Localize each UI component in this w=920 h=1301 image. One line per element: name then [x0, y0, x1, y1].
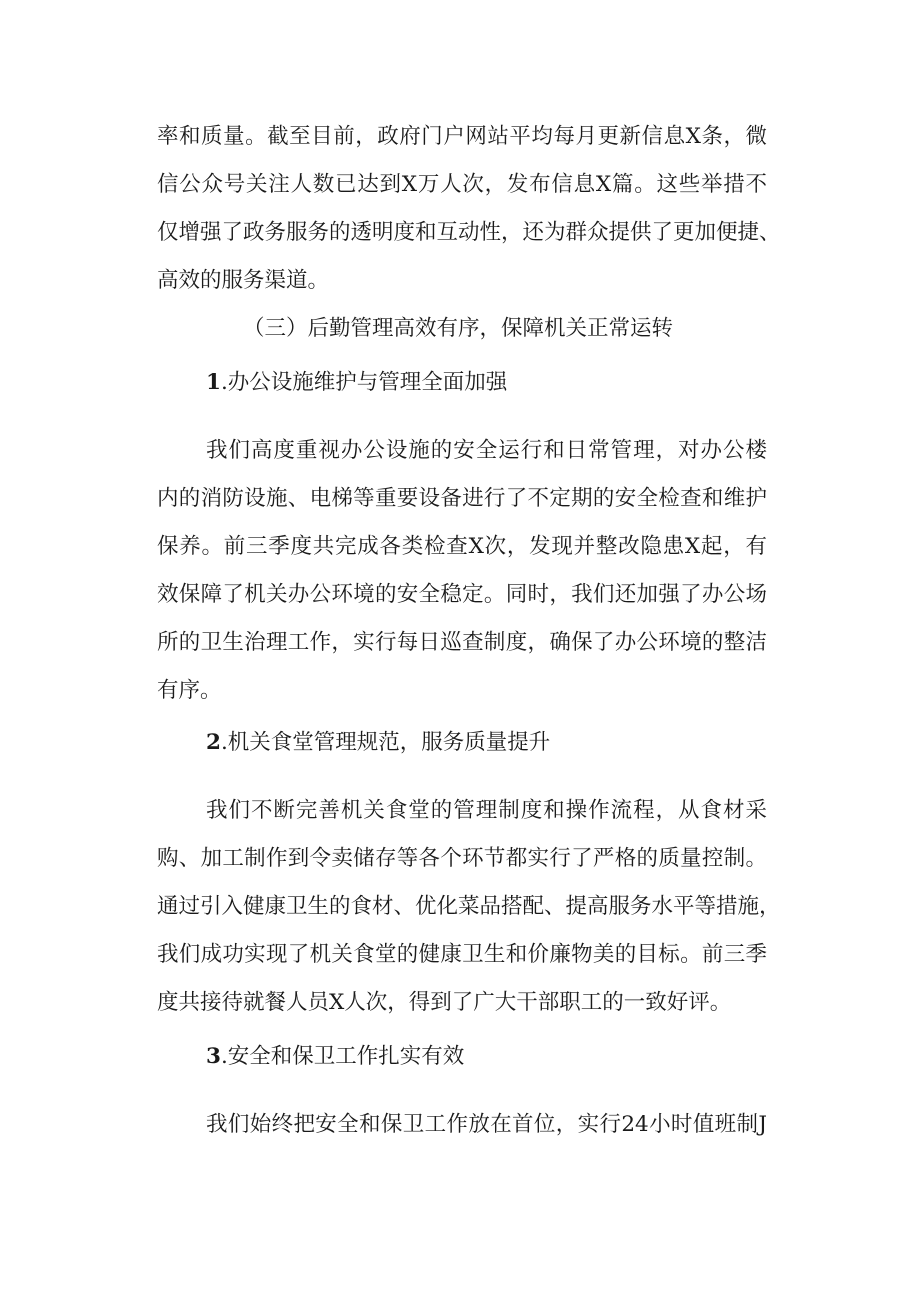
paragraph-line: 通过引入健康卫生的食材、优化菜品搭配、提高服务水平等措施，: [157, 894, 781, 919]
paragraph-line: 信公众号关注人数已达到X万人次，发布信息X篇。这些举措不: [157, 172, 767, 197]
subsection-title: .机关食堂管理规范，服务质量提升: [220, 730, 551, 755]
paragraph-line: 率和质量。截至目前，政府门户网站平均每月更新信息X条，微: [157, 124, 767, 149]
paragraph-line: 内的消防设施、电梯等重要设备进行了不定期的安全检查和维护: [157, 486, 767, 511]
paragraph-line: 我们成功实现了机关食堂的健康卫生和价廉物美的目标。前三季: [157, 942, 767, 967]
section-heading: （三）后勤管理高效有序，保障机关正常运转: [243, 316, 674, 341]
paragraph-line: 效保障了机关办公环境的安全稳定。同时，我们还加强了办公场: [157, 582, 767, 607]
subsection-heading: [206, 1042, 767, 1072]
subsection-number: 3: [206, 1044, 221, 1069]
subsection-heading: [206, 368, 767, 398]
subsection-title: .办公设施维护与管理全面加强: [220, 370, 508, 395]
subsection-heading: [206, 728, 767, 758]
paragraph-line: 我们不断完善机关食堂的管理制度和操作流程，从食材采: [206, 798, 767, 823]
paragraph-line: 所的卫生治理工作，实行每日巡查制度，确保了办公环境的整洁: [157, 630, 767, 655]
subsection-number: 1: [206, 370, 221, 395]
paragraph-line: 保养。前三季度共完成各类检查X次，发现并整改隐患X起，有: [157, 534, 767, 559]
paragraph-line: 购、加工制作到令卖储存等各个环节都实行了严格的质量控制。: [157, 846, 767, 871]
paragraph-line: 高效的服务渠道。: [157, 268, 330, 293]
paragraph-line: 仅增强了政务服务的透明度和互动性，还为群众提供了更加便捷、: [157, 220, 781, 245]
paragraph-line: 有序。: [157, 678, 222, 703]
subsection-title: .安全和保卫工作扎实有效: [220, 1044, 465, 1069]
paragraph-line: 我们高度重视办公设施的安全运行和日常管理，对办公楼: [206, 438, 767, 463]
subsection-number: 2: [206, 730, 221, 755]
paragraph-line: 度共接待就餐人员X人次，得到了广大干部职工的一致好评。: [157, 990, 732, 1015]
paragraph-line: 我们始终把安全和保卫工作放在首位，实行24小时值班制J: [206, 1112, 767, 1137]
